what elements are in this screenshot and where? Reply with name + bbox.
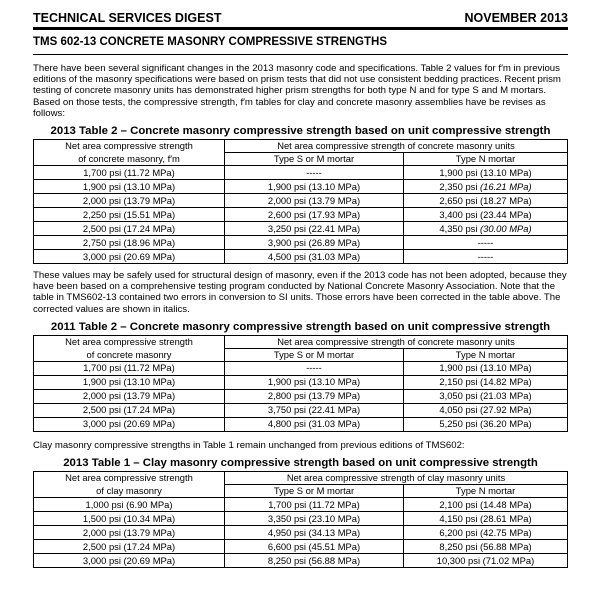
table-cell [404, 554, 568, 568]
table-cell [404, 236, 568, 250]
cell-text: ----- [306, 362, 322, 374]
table1-header-row [34, 140, 568, 153]
table3-col1-header-line2: of clay masonry [34, 485, 225, 498]
table-row [34, 222, 568, 236]
cell-text: 1,900 psi (13.10 MPa) [82, 376, 176, 388]
table-row [34, 417, 568, 431]
table-cell [34, 236, 225, 250]
cell-text: 4,150 psi (28.61 MPa) [439, 512, 532, 524]
table-row [34, 554, 568, 568]
table-row [34, 194, 568, 208]
cell-text: 3,900 psi (26.89 MPa) [267, 236, 361, 248]
cell-text: 3,750 psi (22.41 MPa) [267, 404, 361, 416]
cell-text: 1,700 psi (11.72 MPa) [83, 166, 175, 178]
cell-text: 3,000 psi (20.69 MPa) [82, 554, 176, 566]
table-cell [34, 498, 225, 512]
table-cell [225, 375, 404, 389]
table-row [34, 389, 568, 403]
section-title: TMS 602-13 CONCRETE MASONRY COMPRESSIVE STRENGTHS [33, 36, 388, 48]
clay-paragraph: Clay masonry compressive strengths in Table 1 remain unchanged from previous editions of TMS602: [33, 439, 465, 451]
corrected-value: (30.00 MPa) [480, 222, 532, 234]
table-cell [404, 180, 568, 194]
cell-text: 2,000 psi (13.79 MPa) [267, 194, 361, 206]
cell-text: 4,950 psi (34.13 MPa) [267, 526, 361, 538]
cell-text: 2,100 psi (14.48 MPa) [439, 498, 532, 510]
table1-subheader-row [34, 153, 568, 166]
table-cell [225, 512, 404, 526]
table3-body [34, 498, 568, 568]
cell-text: 2,350 psi [439, 180, 481, 192]
table1-subheader-n: Type N mortar [404, 153, 568, 166]
table-cell [34, 512, 225, 526]
cell-text: 2,000 psi (13.79 MPa) [82, 390, 176, 402]
cell-text: 2,500 psi (17.24 MPa) [82, 540, 176, 552]
table3 [33, 471, 568, 568]
cell-text: 8,250 psi (56.88 MPa) [267, 554, 361, 566]
table1-col1-header: Net area compressive strength [34, 140, 225, 153]
cell-text: 1,500 psi (10.34 MPa) [82, 512, 176, 524]
cell-text: 2,600 psi (17.93 MPa) [267, 208, 361, 220]
table2-col1-header: Net area compressive strength [34, 335, 225, 348]
table-cell [225, 540, 404, 554]
table3-subheader-row [34, 485, 568, 498]
table2 [33, 335, 568, 432]
table3-subheader-sm: Type S or M mortar [225, 485, 404, 498]
table-cell [34, 222, 225, 236]
table2-subheader-n: Type N mortar [404, 348, 568, 361]
table-cell [404, 250, 568, 264]
cell-text: 2,500 psi (17.24 MPa) [82, 222, 176, 234]
intro-paragraph: There have been several significant changes in the 2013 masonry code and specifications. Table 2 values for f′m in previous editions of the masonry specifications were based on prism tests that did not use consistent bedding practices. Recent prism testing of concrete masonry units has demonstrated higher prism strengths for both type N and for type S and M mortars. Based on those tests, the compressive strength, f′m tables for clay and concrete masonry assemblies have be revises as follows: [33, 63, 561, 119]
table-cell [404, 417, 568, 431]
cell-text: ----- [477, 250, 494, 262]
table-cell [404, 166, 568, 180]
cell-text: 4,050 psi (27.92 MPa) [439, 404, 532, 416]
cell-text: 2,650 psi (18.27 MPa) [439, 194, 532, 206]
table-cell [225, 222, 404, 236]
table-cell [225, 403, 404, 417]
table-cell [34, 540, 225, 554]
table-cell [404, 512, 568, 526]
cell-text: 3,000 psi (20.69 MPa) [82, 418, 176, 430]
header-rule [33, 27, 568, 30]
corrected-value: (16.21 MPa) [480, 180, 532, 192]
cell-text: 10,300 psi (71.02 MPa) [436, 554, 535, 566]
table1-subheader-sm: Type S or M mortar [225, 153, 404, 166]
table-cell [34, 403, 225, 417]
table-cell [34, 194, 225, 208]
cell-text: 8,250 psi (56.88 MPa) [439, 540, 532, 552]
table2-subheader-sm: Type S or M mortar [225, 348, 404, 361]
cell-text: 2,500 psi (17.24 MPa) [82, 404, 176, 416]
table-cell [225, 417, 404, 431]
table-cell [225, 194, 404, 208]
cell-text: ----- [306, 166, 322, 178]
cell-text: 2,000 psi (13.79 MPa) [82, 526, 176, 538]
table1 [33, 139, 568, 264]
table-cell [34, 526, 225, 540]
table3-span-header: Net area compressive strength of clay masonry units [225, 472, 568, 485]
table-cell [225, 166, 404, 180]
cell-text: 3,400 psi (23.44 MPa) [439, 208, 532, 220]
table-cell [225, 526, 404, 540]
table2-title: 2011 Table 2 – Concrete masonry compressive strength based on unit compressive strength [50, 320, 551, 333]
table-row [34, 375, 568, 389]
cell-text: 2,000 psi (13.79 MPa) [82, 194, 176, 206]
table3-col1-header: Net area compressive strength [34, 472, 225, 485]
cell-text: 4,350 psi [439, 222, 481, 234]
table-row [34, 208, 568, 222]
cell-text: 4,800 psi (31.03 MPa) [267, 418, 361, 430]
table-cell [404, 540, 568, 554]
cell-text: ----- [477, 236, 494, 248]
table-cell [404, 403, 568, 417]
table-cell [404, 194, 568, 208]
cell-text: 2,150 psi (14.82 MPa) [439, 376, 532, 388]
publication-title: TECHNICAL SERVICES DIGEST [33, 11, 222, 25]
table-cell [225, 236, 404, 250]
cell-text: 1,000 psi (6.90 MPa) [85, 498, 173, 510]
table-row [34, 403, 568, 417]
cell-text: 3,050 psi (21.03 MPa) [439, 390, 532, 402]
table1-span-header: Net area compressive strength of concrete masonry units [225, 140, 568, 153]
table2-col1-header-line2: of concrete masonry [34, 348, 225, 361]
table-row [34, 180, 568, 194]
cell-text: 1,900 psi (13.10 MPa) [267, 180, 361, 192]
cell-text: 4,500 psi (31.03 MPa) [267, 250, 361, 262]
table-row [34, 512, 568, 526]
table-cell [34, 375, 225, 389]
table2-header-row [34, 335, 568, 348]
cell-text: 1,700 psi (11.72 MPa) [268, 498, 360, 510]
table3-header-row [34, 472, 568, 485]
table-cell [404, 361, 568, 375]
cell-text: 3,000 psi (20.69 MPa) [82, 250, 176, 262]
cell-text: 6,600 psi (45.51 MPa) [267, 540, 361, 552]
table-row [34, 236, 568, 250]
table3-subheader-n: Type N mortar [404, 485, 568, 498]
cell-text: 1,900 psi (13.10 MPa) [267, 376, 361, 388]
table1-title: 2013 Table 2 – Concrete masonry compressive strength based on unit compressive strength [50, 125, 551, 138]
cell-text: 2,750 psi (18.96 MPa) [82, 236, 176, 248]
table-cell [34, 417, 225, 431]
table-cell [34, 250, 225, 264]
cell-text: 1,700 psi (11.72 MPa) [83, 362, 175, 374]
table-cell [34, 361, 225, 375]
table2-span-header: Net area compressive strength of concrete masonry units [225, 335, 568, 348]
table-row [34, 361, 568, 375]
table-cell [225, 208, 404, 222]
cell-text: 2,250 psi (15.51 MPa) [82, 208, 176, 220]
cell-text: 1,900 psi (13.10 MPa) [439, 362, 532, 374]
table-cell [225, 250, 404, 264]
table-cell [34, 554, 225, 568]
table-cell [404, 222, 568, 236]
table2-body [34, 361, 568, 431]
table-cell [34, 180, 225, 194]
cell-text: 3,350 psi (23.10 MPa) [267, 512, 361, 524]
cell-text: 1,900 psi (13.10 MPa) [439, 166, 532, 178]
cell-text: 1,900 psi (13.10 MPa) [82, 180, 176, 192]
table-row [34, 166, 568, 180]
table-cell [404, 375, 568, 389]
table-cell [225, 180, 404, 194]
table-cell [404, 526, 568, 540]
cell-text: 3,250 psi (22.41 MPa) [267, 222, 361, 234]
table-cell [404, 208, 568, 222]
table-cell [404, 498, 568, 512]
digest-page [33, 8, 568, 568]
table1-col1-header-line2: of concrete masonry, f′m [34, 153, 225, 166]
table-row [34, 250, 568, 264]
table-cell [225, 361, 404, 375]
cell-text: 2,800 psi (13.79 MPa) [267, 390, 361, 402]
table-row [34, 540, 568, 554]
note-paragraph: These values may be safely used for structural design of masonry, even if the 2013 code has not been adopted, because they have been based on a comprehensive testing program conducted by National Concrete Masonry Association. Note that the table in TMS602-13 contained two errors in conversion to SI units. Those errors have been corrected in the table above. The corrected values are shown in italics. [33, 270, 567, 315]
table-cell [34, 166, 225, 180]
publication-date: NOVEMBER 2013 [464, 11, 568, 25]
table-cell [225, 554, 404, 568]
section-rule [33, 54, 568, 55]
cell-text: 5,250 psi (36.20 MPa) [439, 418, 532, 430]
table-row [34, 498, 568, 512]
table-cell [34, 208, 225, 222]
table-cell [34, 389, 225, 403]
table-cell [225, 389, 404, 403]
page-header [33, 8, 568, 25]
table2-subheader-row [34, 348, 568, 361]
table-cell [225, 498, 404, 512]
table-cell [404, 389, 568, 403]
table3-title: 2013 Table 1 – Clay masonry compressive strength based on unit compressive strength [63, 457, 538, 470]
table-row [34, 526, 568, 540]
cell-text: 6,200 psi (42.75 MPa) [439, 526, 532, 538]
table1-body [34, 166, 568, 264]
